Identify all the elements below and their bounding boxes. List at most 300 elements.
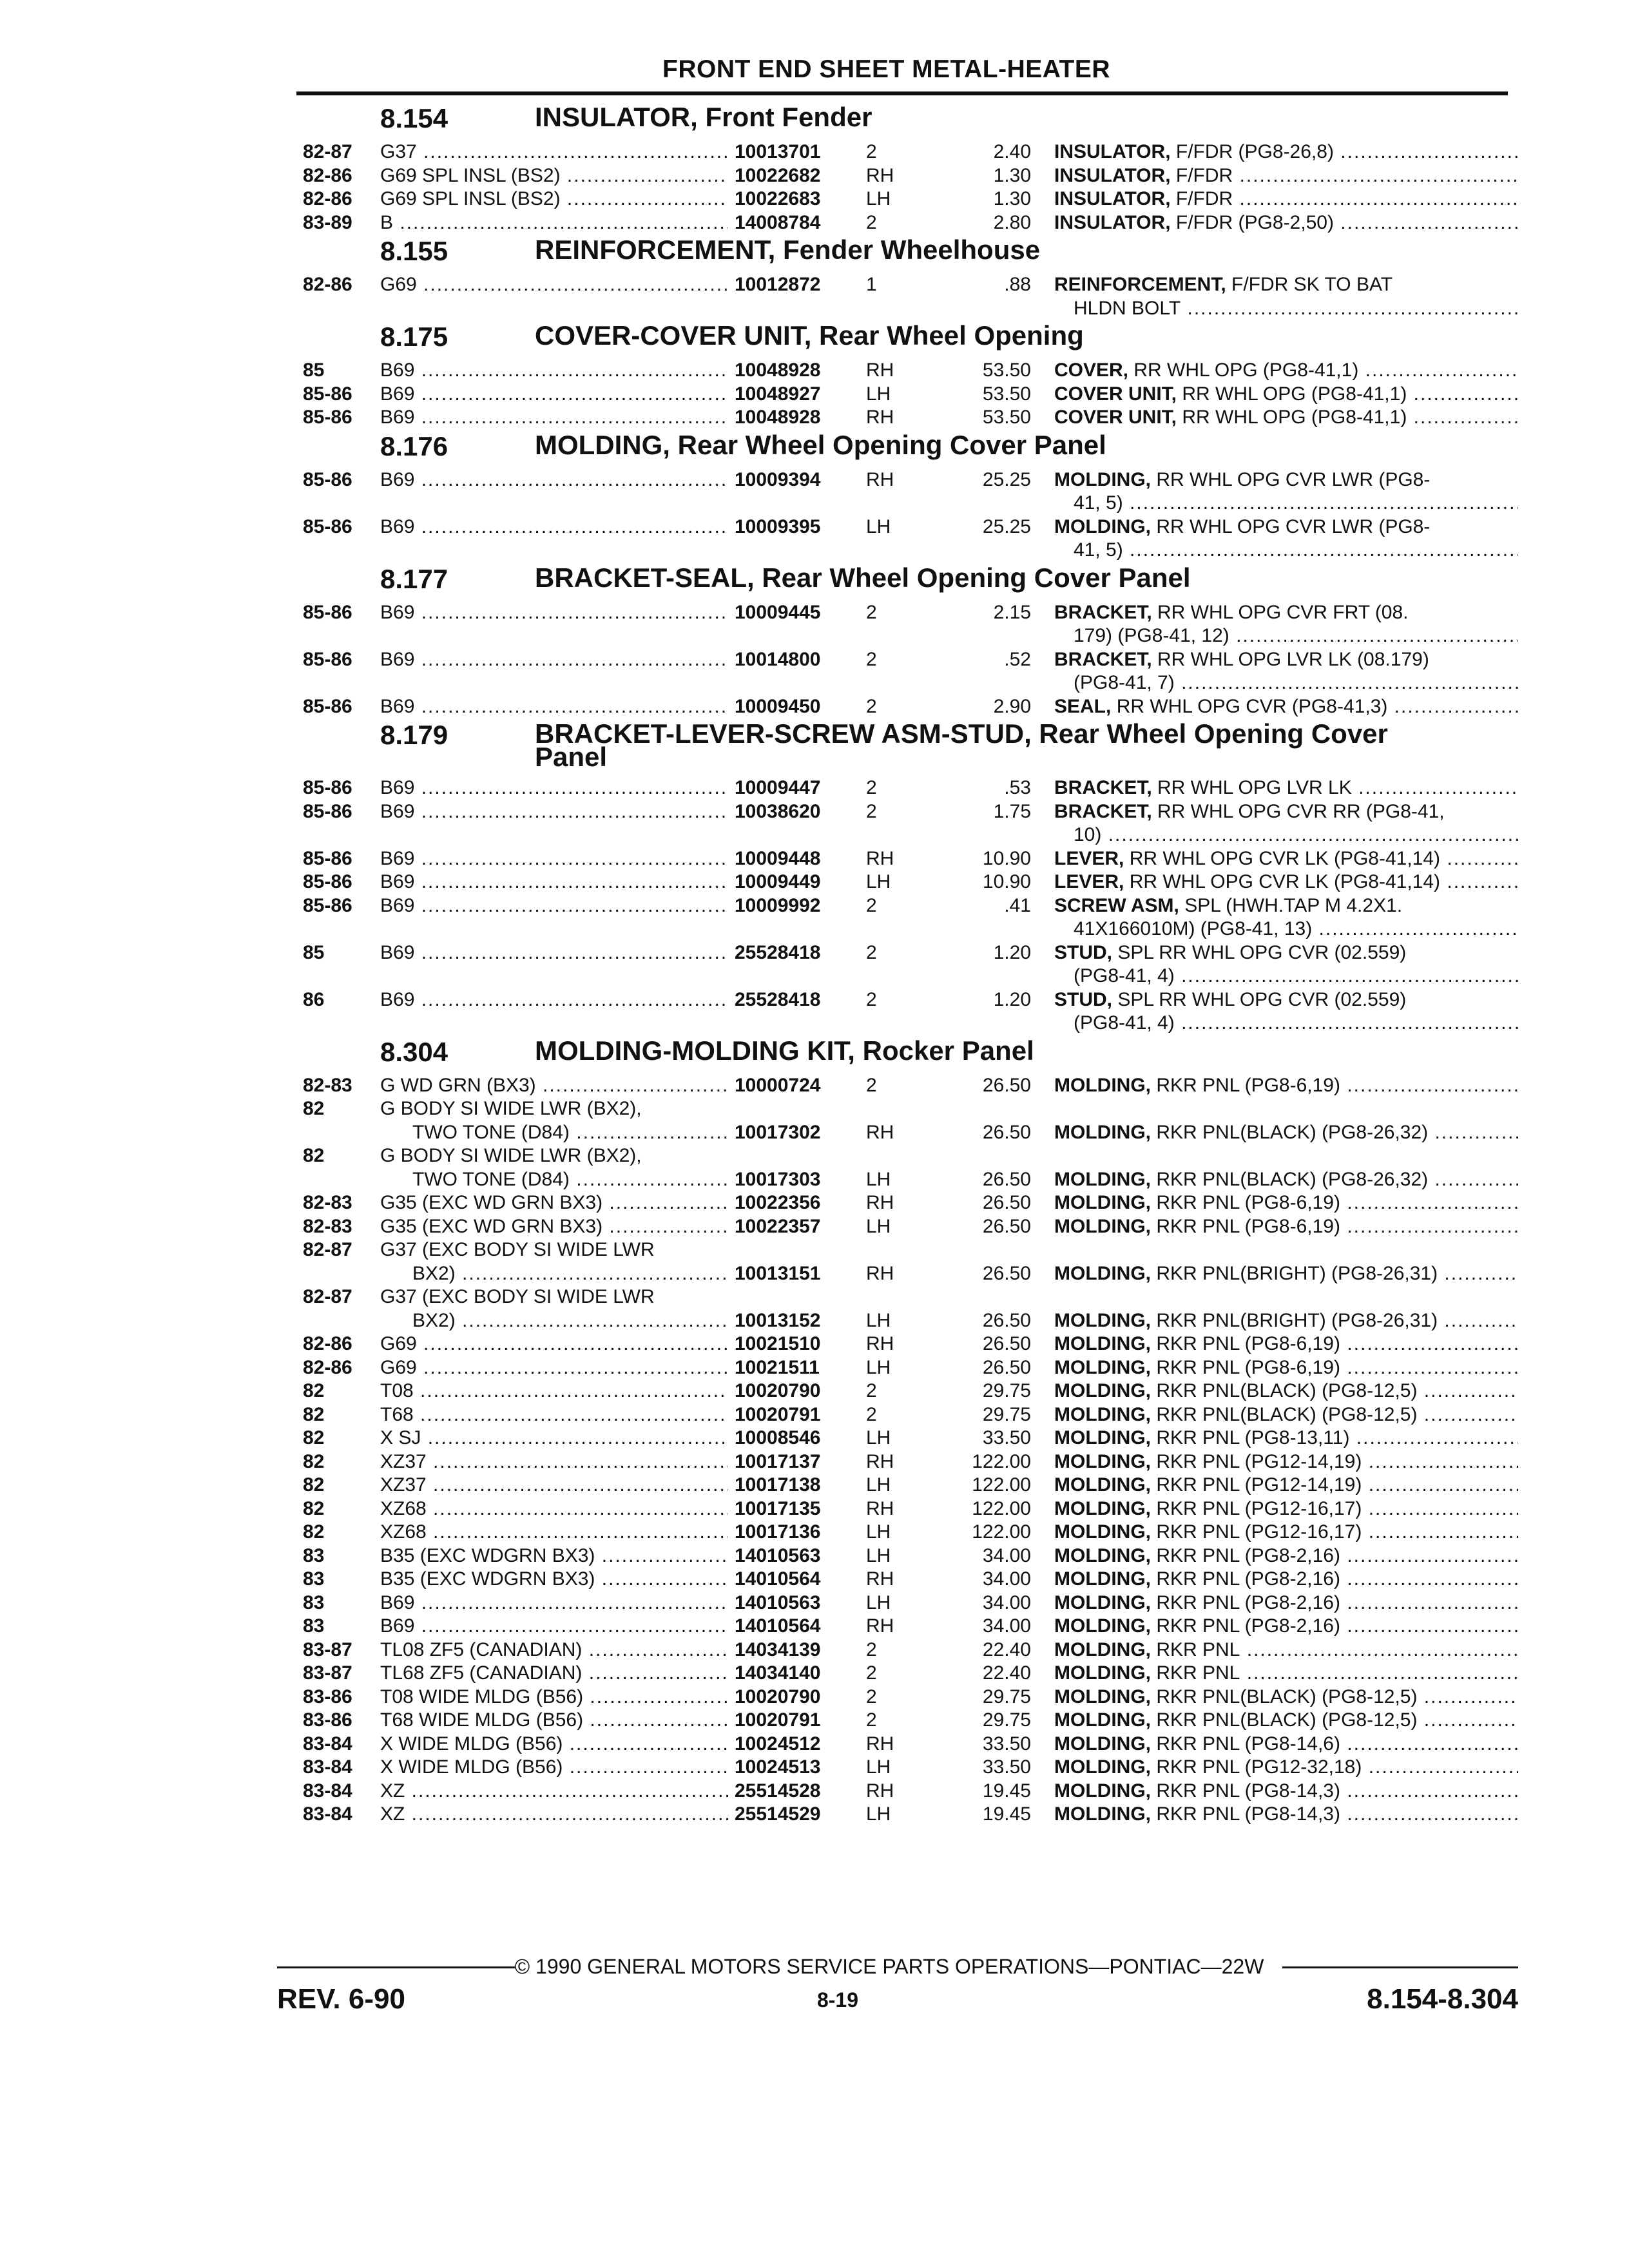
model-code: G69 SPL INSL (BS2) ..... xyxy=(380,187,728,211)
quantity: RH xyxy=(866,1450,894,1472)
part-number: 10017302 xyxy=(735,1121,821,1143)
quantity: LH xyxy=(866,1544,891,1566)
price: 25.25 xyxy=(982,468,1031,490)
part-number: 25514529 xyxy=(735,1803,821,1825)
part-row xyxy=(0,1238,1629,1262)
part-description: MOLDING, RR WHL OPG CVR LWR (PG8- xyxy=(1054,515,1431,537)
part-description: INSULATOR, F/FDR (PG8-26,8) ..... xyxy=(1054,140,1518,164)
price: 33.50 xyxy=(982,1733,1031,1754)
section-range: 8.154-8.304 xyxy=(1367,1983,1518,2015)
part-number: 14010564 xyxy=(735,1568,821,1590)
part-row xyxy=(0,601,1629,624)
section-title: BRACKET-LEVER-SCREW ASM-STUD, Rear Wheel Opening Cover Panel xyxy=(535,718,1388,772)
part-description: MOLDING, RKR PNL (PG12-16,17) ..... xyxy=(1054,1497,1518,1521)
description-continued xyxy=(0,671,1629,695)
model-years: 82-87 xyxy=(303,1239,352,1260)
part-number: 14010563 xyxy=(735,1544,821,1566)
part-description: MOLDING, RKR PNL (PG8-6,19) ..... xyxy=(1054,1356,1518,1379)
part-row xyxy=(0,1521,1629,1544)
part-description: MOLDING, RKR PNL (PG8-13,11) ..... xyxy=(1054,1427,1518,1450)
part-row xyxy=(0,140,1629,164)
part-number: 10022356 xyxy=(735,1192,821,1213)
price: 29.75 xyxy=(982,1709,1031,1731)
part-row-continued xyxy=(0,1168,1629,1191)
part-number: 10020790 xyxy=(735,1380,821,1401)
model-years: 83 xyxy=(303,1568,325,1590)
part-description: MOLDING, RKR PNL (PG8-2,16) ..... xyxy=(1054,1568,1518,1591)
model-code: X WIDE MLDG (B56) ..... xyxy=(380,1733,728,1756)
model-years: 85-86 xyxy=(303,871,352,892)
model-years: 83 xyxy=(303,1544,325,1566)
part-description: MOLDING, RKR PNL ..... xyxy=(1054,1639,1518,1662)
part-number: 14010563 xyxy=(735,1591,821,1613)
section-title: BRACKET-SEAL, Rear Wheel Opening Cover Panel xyxy=(535,562,1191,593)
part-description: COVER, RR WHL OPG (PG8-41,1) ..... xyxy=(1054,359,1518,382)
price: 2.80 xyxy=(993,211,1031,233)
part-row xyxy=(0,776,1629,800)
quantity: 2 xyxy=(866,988,877,1010)
part-row xyxy=(0,359,1629,382)
model-code: B69 ..... xyxy=(380,515,728,539)
model-code: G37 (EXC BODY SI WIDE LWR xyxy=(380,1286,655,1307)
model-years: 85-86 xyxy=(303,407,352,428)
quantity: RH xyxy=(866,1780,894,1802)
quantity: RH xyxy=(866,1192,894,1213)
part-number: 10048928 xyxy=(735,360,821,381)
model-years: 82-83 xyxy=(303,1192,352,1213)
model-code: B35 (EXC WDGRN BX3) ..... xyxy=(380,1544,728,1568)
price: 29.75 xyxy=(982,1380,1031,1401)
footer-copyright: © 1990 GENERAL MOTORS SERVICE PARTS OPERATIONS—PONTIAC—22W xyxy=(514,1955,1264,1978)
model-years: 83-84 xyxy=(303,1803,352,1825)
part-number: 10009447 xyxy=(735,777,821,798)
price: 26.50 xyxy=(982,1121,1031,1143)
model-years: 82 xyxy=(303,1450,325,1472)
part-description: MOLDING, RKR PNL(BLACK) (PG8-12,5) ..... xyxy=(1054,1686,1518,1709)
part-number: 10024512 xyxy=(735,1733,821,1754)
model-years: 85-86 xyxy=(303,515,352,537)
model-years: 82-86 xyxy=(303,188,352,209)
part-description: MOLDING, RKR PNL (PG8-2,16) ..... xyxy=(1054,1615,1518,1638)
price: 34.00 xyxy=(982,1591,1031,1613)
part-number: 14034139 xyxy=(735,1639,821,1660)
quantity: 2 xyxy=(866,1074,877,1096)
model-code: B35 (EXC WDGRN BX3) ..... xyxy=(380,1568,728,1591)
price: 2.90 xyxy=(993,695,1031,717)
part-row-continued xyxy=(0,1309,1629,1332)
price: 26.50 xyxy=(982,1309,1031,1331)
part-number: 10009992 xyxy=(735,894,821,916)
part-number: 10009450 xyxy=(735,695,821,717)
part-description: MOLDING, RKR PNL (PG12-14,19) ..... xyxy=(1054,1450,1518,1474)
part-description-continued: 179) (PG8-41, 12) ..... xyxy=(1074,624,1518,648)
section-title: COVER-COVER UNIT, Rear Wheel Opening xyxy=(535,320,1084,351)
model-years: 82-87 xyxy=(303,141,352,162)
part-row xyxy=(0,1709,1629,1732)
model-years: 83-86 xyxy=(303,1686,352,1707)
model-code: G WD GRN (BX3) ..... xyxy=(380,1074,728,1097)
model-code: T68 WIDE MLDG (B56) ..... xyxy=(380,1709,728,1732)
model-code: B69 ..... xyxy=(380,1615,728,1638)
part-row xyxy=(0,870,1629,894)
quantity: 2 xyxy=(866,1403,877,1425)
price: 25.25 xyxy=(982,515,1031,537)
section-title: MOLDING-MOLDING KIT, Rocker Panel xyxy=(535,1035,1034,1066)
price: 1.20 xyxy=(993,941,1031,963)
part-number: 14010564 xyxy=(735,1615,821,1637)
price: 26.50 xyxy=(982,1074,1031,1096)
part-row xyxy=(0,1591,1629,1615)
model-code: G35 (EXC WD GRN BX3) ..... xyxy=(380,1191,728,1215)
quantity: 2 xyxy=(866,1380,877,1401)
model-code: X SJ ..... xyxy=(380,1427,728,1450)
price: 122.00 xyxy=(972,1497,1031,1519)
part-number: 10024513 xyxy=(735,1756,821,1778)
part-description: MOLDING, RKR PNL (PG8-14,3) ..... xyxy=(1054,1780,1518,1803)
model-years: 83-87 xyxy=(303,1639,352,1660)
part-row xyxy=(0,1097,1629,1120)
part-row xyxy=(0,1639,1629,1662)
part-row xyxy=(0,1144,1629,1168)
price: 34.00 xyxy=(982,1544,1031,1566)
model-years: 83 xyxy=(303,1615,325,1637)
model-years: 82-86 xyxy=(303,1333,352,1354)
price: .52 xyxy=(1004,648,1031,670)
price: 29.75 xyxy=(982,1403,1031,1425)
description-continued xyxy=(0,1012,1629,1035)
section-title: MOLDING, Rear Wheel Opening Cover Panel xyxy=(535,429,1106,460)
part-number: 10021510 xyxy=(735,1333,821,1354)
quantity: RH xyxy=(866,1615,894,1637)
model-code: G35 (EXC WD GRN BX3) ..... xyxy=(380,1215,728,1238)
part-number: 10022682 xyxy=(735,164,821,186)
model-years: 85-86 xyxy=(303,468,352,490)
price: 10.90 xyxy=(982,847,1031,869)
footer-rule-left xyxy=(277,1966,516,1968)
part-description: MOLDING, RKR PNL (PG8-2,16) ..... xyxy=(1054,1544,1518,1568)
model-code: G37 ..... xyxy=(380,140,728,164)
part-number: 10020791 xyxy=(735,1709,821,1731)
price: 22.40 xyxy=(982,1639,1031,1660)
price: 2.40 xyxy=(993,141,1031,162)
model-years: 82-86 xyxy=(303,164,352,186)
model-years: 83-89 xyxy=(303,211,352,233)
part-row xyxy=(0,1074,1629,1097)
part-description: BRACKET, RR WHL OPG CVR RR (PG8-41, xyxy=(1054,800,1445,822)
model-code: B69 ..... xyxy=(380,648,728,671)
quantity: RH xyxy=(866,468,894,490)
part-row xyxy=(0,695,1629,718)
quantity: 1 xyxy=(866,274,877,295)
quantity: RH xyxy=(866,1121,894,1143)
model-years: 85 xyxy=(303,941,325,963)
part-number: 25528418 xyxy=(735,941,821,963)
part-description: MOLDING, RKR PNL(BRIGHT) (PG8-26,31) ..... xyxy=(1054,1309,1518,1332)
part-row-continued xyxy=(0,1262,1629,1285)
quantity: 2 xyxy=(866,800,877,822)
part-description: LEVER, RR WHL OPG CVR LK (PG8-41,14) ..... xyxy=(1054,847,1518,870)
model-code: XZ68 ..... xyxy=(380,1521,728,1544)
title-rule xyxy=(296,91,1508,95)
part-number: 25528418 xyxy=(735,988,821,1010)
part-description: MOLDING, RKR PNL(BLACK) (PG8-26,32) ..... xyxy=(1054,1121,1518,1144)
part-number: 10013701 xyxy=(735,141,821,162)
part-number: 10021511 xyxy=(735,1356,820,1378)
quantity: LH xyxy=(866,1215,891,1237)
part-row xyxy=(0,1780,1629,1803)
part-row xyxy=(0,800,1629,823)
model-code: G BODY SI WIDE LWR (BX2), xyxy=(380,1098,642,1119)
quantity: 2 xyxy=(866,777,877,798)
price: .41 xyxy=(1004,894,1031,916)
model-code: B69 ..... xyxy=(380,383,728,406)
part-description: LEVER, RR WHL OPG CVR LK (PG8-41,14) ..... xyxy=(1054,870,1518,894)
model-years: 85-86 xyxy=(303,695,352,717)
part-description: BRACKET, RR WHL OPG LVR LK (08.179) xyxy=(1054,648,1429,670)
price: 53.50 xyxy=(982,407,1031,428)
part-description: MOLDING, RKR PNL(BLACK) (PG8-12,5) ..... xyxy=(1054,1379,1518,1403)
section-number: 8.177 xyxy=(380,563,448,594)
model-code-continued: TWO TONE (D84) ..... xyxy=(412,1121,728,1144)
part-description: MOLDING, RR WHL OPG CVR LWR (PG8- xyxy=(1054,468,1431,490)
model-years: 85 xyxy=(303,360,325,381)
part-description-continued: 10) ..... xyxy=(1074,823,1518,847)
part-number: 10009395 xyxy=(735,515,821,537)
part-description: MOLDING, RKR PNL (PG8-14,3) ..... xyxy=(1054,1803,1518,1826)
price: 2.15 xyxy=(993,601,1031,623)
model-years: 83 xyxy=(303,1591,325,1613)
part-description-continued: (PG8-41, 4) ..... xyxy=(1074,1012,1518,1035)
part-row xyxy=(0,1427,1629,1450)
part-number: 10017303 xyxy=(735,1168,821,1190)
model-code: B69 ..... xyxy=(380,359,728,382)
part-row xyxy=(0,1544,1629,1568)
price: 1.30 xyxy=(993,188,1031,209)
price: 26.50 xyxy=(982,1262,1031,1284)
model-code: B69 ..... xyxy=(380,406,728,429)
part-number: 10008546 xyxy=(735,1427,821,1448)
price: 33.50 xyxy=(982,1427,1031,1448)
model-years: 82-86 xyxy=(303,274,352,295)
model-years: 82-86 xyxy=(303,1356,352,1378)
part-row xyxy=(0,1756,1629,1779)
part-description: MOLDING, RKR PNL ..... xyxy=(1054,1662,1518,1685)
model-code: B69 ..... xyxy=(380,941,728,965)
part-row xyxy=(0,1450,1629,1474)
model-code: XZ68 ..... xyxy=(380,1497,728,1521)
part-row xyxy=(0,187,1629,211)
model-code: TL68 ZF5 (CANADIAN) ..... xyxy=(380,1662,728,1685)
model-years: 82 xyxy=(303,1427,325,1448)
quantity: 2 xyxy=(866,211,877,233)
model-code: G69 SPL INSL (BS2) ..... xyxy=(380,164,728,187)
quantity: RH xyxy=(866,360,894,381)
model-code: G BODY SI WIDE LWR (BX2), xyxy=(380,1145,642,1166)
quantity: 2 xyxy=(866,648,877,670)
part-description: MOLDING, RKR PNL(BLACK) (PG8-12,5) ..... xyxy=(1054,1403,1518,1427)
part-row xyxy=(0,894,1629,918)
quantity: RH xyxy=(866,1568,894,1590)
part-number: 10048927 xyxy=(735,383,821,405)
price: 29.75 xyxy=(982,1686,1031,1707)
part-row xyxy=(0,1497,1629,1521)
part-number: 10013152 xyxy=(735,1309,821,1331)
price: .53 xyxy=(1004,777,1031,798)
price: 19.45 xyxy=(982,1780,1031,1802)
part-number: 25514528 xyxy=(735,1780,821,1802)
part-description: MOLDING, RKR PNL (PG8-6,19) ..... xyxy=(1054,1191,1518,1215)
part-number: 10009394 xyxy=(735,468,821,490)
section-title: INSULATOR, Front Fender xyxy=(535,102,872,132)
quantity: LH xyxy=(866,1803,891,1825)
quantity: LH xyxy=(866,188,891,209)
description-continued xyxy=(0,297,1629,320)
part-row xyxy=(0,847,1629,870)
part-description: MOLDING, RKR PNL (PG8-6,19) ..... xyxy=(1054,1332,1518,1356)
quantity: LH xyxy=(866,1521,891,1542)
model-code: B69 ..... xyxy=(380,894,728,918)
part-row xyxy=(0,1568,1629,1591)
quantity: 2 xyxy=(866,1686,877,1707)
part-description: COVER UNIT, RR WHL OPG (PG8-41,1) ..... xyxy=(1054,406,1518,429)
part-number: 10009448 xyxy=(735,847,821,869)
part-number: 14034140 xyxy=(735,1662,821,1684)
part-row xyxy=(0,1403,1629,1427)
part-row xyxy=(0,211,1629,235)
part-row xyxy=(0,1356,1629,1379)
model-code: T68 ..... xyxy=(380,1403,728,1427)
section-number: 8.176 xyxy=(380,430,448,461)
quantity: LH xyxy=(866,1427,891,1448)
price: 34.00 xyxy=(982,1568,1031,1590)
part-description: MOLDING, RKR PNL (PG8-6,19) ..... xyxy=(1054,1074,1518,1097)
price: 34.00 xyxy=(982,1615,1031,1637)
model-years: 85-86 xyxy=(303,847,352,869)
model-years: 82-83 xyxy=(303,1074,352,1096)
model-years: 82 xyxy=(303,1497,325,1519)
section-number: 8.155 xyxy=(380,236,448,266)
part-row xyxy=(0,468,1629,492)
part-number: 10017138 xyxy=(735,1474,821,1495)
part-description-continued: HLDN BOLT ..... xyxy=(1074,297,1518,320)
model-years: 85-86 xyxy=(303,648,352,670)
quantity: 2 xyxy=(866,601,877,623)
quantity: 2 xyxy=(866,1639,877,1660)
part-description: MOLDING, RKR PNL (PG8-2,16) ..... xyxy=(1054,1591,1518,1615)
part-description-continued: (PG8-41, 7) ..... xyxy=(1074,671,1518,695)
model-code: G69 ..... xyxy=(380,273,728,296)
price: 53.50 xyxy=(982,360,1031,381)
part-row-continued xyxy=(0,1121,1629,1144)
part-description: INSULATOR, F/FDR (PG8-2,50) ..... xyxy=(1054,211,1518,235)
model-years: 85-86 xyxy=(303,601,352,623)
price: 10.90 xyxy=(982,871,1031,892)
quantity: LH xyxy=(866,1756,891,1778)
quantity: RH xyxy=(866,1262,894,1284)
quantity: 2 xyxy=(866,1709,877,1731)
part-row xyxy=(0,383,1629,406)
model-code: B69 ..... xyxy=(380,1591,728,1615)
part-number: 10048928 xyxy=(735,407,821,428)
part-number: 10000724 xyxy=(735,1074,821,1096)
quantity: LH xyxy=(866,1591,891,1613)
part-number: 10017137 xyxy=(735,1450,821,1472)
page-title: FRONT END SHEET METAL-HEATER xyxy=(662,55,1111,83)
price: 22.40 xyxy=(982,1662,1031,1684)
description-continued xyxy=(0,823,1629,847)
quantity: 2 xyxy=(866,941,877,963)
part-description: MOLDING, RKR PNL(BLACK) (PG8-12,5) ..... xyxy=(1054,1709,1518,1732)
part-row xyxy=(0,1803,1629,1826)
price: 26.50 xyxy=(982,1356,1031,1378)
model-years: 82 xyxy=(303,1380,325,1401)
part-number: 10017135 xyxy=(735,1497,821,1519)
model-code: XZ ..... xyxy=(380,1780,728,1803)
quantity: RH xyxy=(866,407,894,428)
model-code: XZ ..... xyxy=(380,1803,728,1826)
quantity: RH xyxy=(866,1333,894,1354)
model-years: 82 xyxy=(303,1474,325,1495)
part-description: MOLDING, RKR PNL (PG12-32,18) ..... xyxy=(1054,1756,1518,1779)
price: .88 xyxy=(1004,274,1031,295)
revision-label: REV. 6-90 xyxy=(277,1983,405,2015)
model-years: 83-84 xyxy=(303,1780,352,1802)
page-number: 8-19 xyxy=(816,1988,859,2012)
part-row xyxy=(0,1662,1629,1685)
part-description: COVER UNIT, RR WHL OPG (PG8-41,1) ..... xyxy=(1054,383,1518,406)
part-number: 10009445 xyxy=(735,601,821,623)
price: 1.30 xyxy=(993,164,1031,186)
model-years: 85-86 xyxy=(303,777,352,798)
quantity: RH xyxy=(866,847,894,869)
model-code: G69 ..... xyxy=(380,1332,728,1356)
model-code: B69 ..... xyxy=(380,870,728,894)
part-row xyxy=(0,1379,1629,1403)
part-description: MOLDING, RKR PNL (PG8-14,6) ..... xyxy=(1054,1733,1518,1756)
part-description: SCREW ASM, SPL (HWH.TAP M 4.2X1. xyxy=(1054,894,1403,916)
part-description-continued: 41, 5) ..... xyxy=(1074,492,1518,515)
part-number: 10020790 xyxy=(735,1686,821,1707)
price: 26.50 xyxy=(982,1168,1031,1190)
part-row xyxy=(0,1686,1629,1709)
quantity: LH xyxy=(866,1474,891,1495)
quantity: LH xyxy=(866,1309,891,1331)
part-number: 10022683 xyxy=(735,188,821,209)
part-description: MOLDING, RKR PNL (PG12-16,17) ..... xyxy=(1054,1521,1518,1544)
part-number: 10022357 xyxy=(735,1215,821,1237)
part-description: MOLDING, RKR PNL (PG8-6,19) ..... xyxy=(1054,1215,1518,1238)
model-years: 82 xyxy=(303,1521,325,1542)
quantity: LH xyxy=(866,515,891,537)
model-years: 82-83 xyxy=(303,1215,352,1237)
quantity: 2 xyxy=(866,695,877,717)
model-code: B69 ..... xyxy=(380,800,728,823)
footer-rule-right xyxy=(1282,1966,1518,1968)
model-years: 85-86 xyxy=(303,800,352,822)
model-code: XZ37 ..... xyxy=(380,1450,728,1474)
description-continued xyxy=(0,918,1629,941)
part-number: 10012872 xyxy=(735,274,821,295)
section-number: 8.179 xyxy=(380,720,448,750)
part-row xyxy=(0,648,1629,671)
model-years: 82 xyxy=(303,1145,325,1166)
quantity: 2 xyxy=(866,141,877,162)
part-number: 10009449 xyxy=(735,871,821,892)
price: 1.75 xyxy=(993,800,1031,822)
model-code: B69 ..... xyxy=(380,988,728,1012)
model-code: TL08 ZF5 (CANADIAN) ..... xyxy=(380,1639,728,1662)
part-row xyxy=(0,406,1629,429)
